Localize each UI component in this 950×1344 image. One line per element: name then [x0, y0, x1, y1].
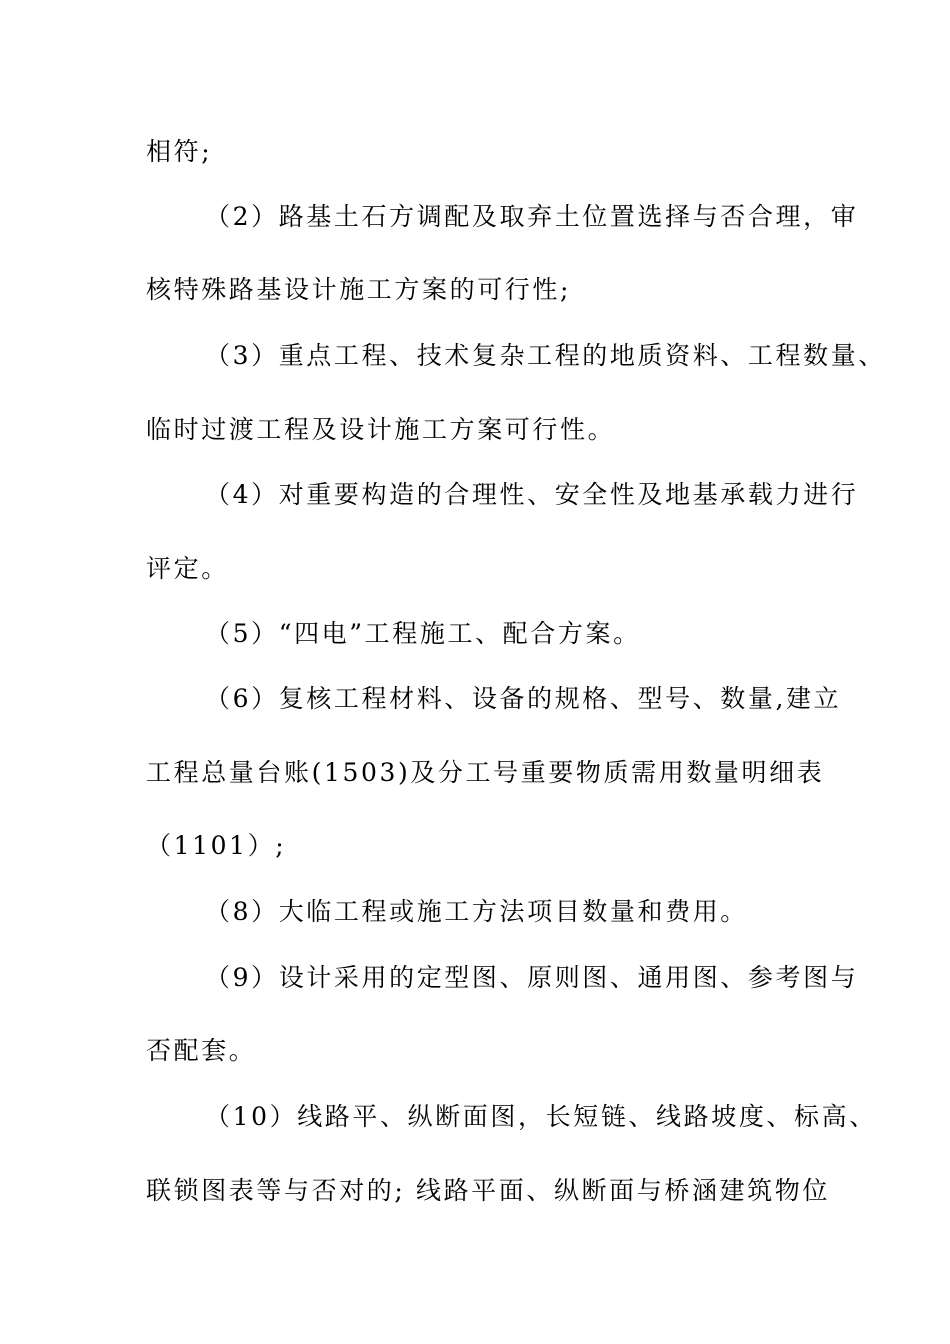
text-line-9: （6）复核工程材料、设备的规格、型号、数量,建立: [205, 684, 842, 713]
text-line-4: （3）重点工程、技术复杂工程的地质资料、工程数量、: [205, 341, 886, 370]
text-line-11: （1101）;: [146, 831, 287, 860]
text-line-5: 临时过渡工程及设计施工方案可行性。: [146, 415, 616, 444]
text-line-3: 核特殊路基设计施工方案的可行性;: [146, 275, 572, 304]
text-line-7: 评定。: [146, 554, 229, 583]
text-line-10: 工程总量台账(1503)及分工号重要物质需用数量明细表: [146, 758, 825, 787]
text-line-13: （9）设计采用的定型图、原则图、通用图、参考图与: [205, 963, 859, 992]
text-line-8: （5）“四电”工程施工、配合方案。: [205, 619, 641, 648]
text-line-15: （10）线路平、纵断面图，长短链、线路坡度、标高、: [205, 1102, 877, 1131]
text-line-6: （4）对重要构造的合理性、安全性及地基承载力进行: [205, 480, 859, 509]
text-line-16: 联锁图表等与否对的; 线路平面、纵断面与桥涵建筑物位: [146, 1176, 830, 1205]
text-line-2: （2）路基土石方调配及取弃土位置选择与否合理，审: [205, 202, 859, 231]
text-line-1: 相符;: [146, 137, 213, 166]
text-line-12: （8）大临工程或施工方法项目数量和费用。: [205, 897, 748, 926]
text-line-14: 否配套。: [146, 1036, 257, 1065]
